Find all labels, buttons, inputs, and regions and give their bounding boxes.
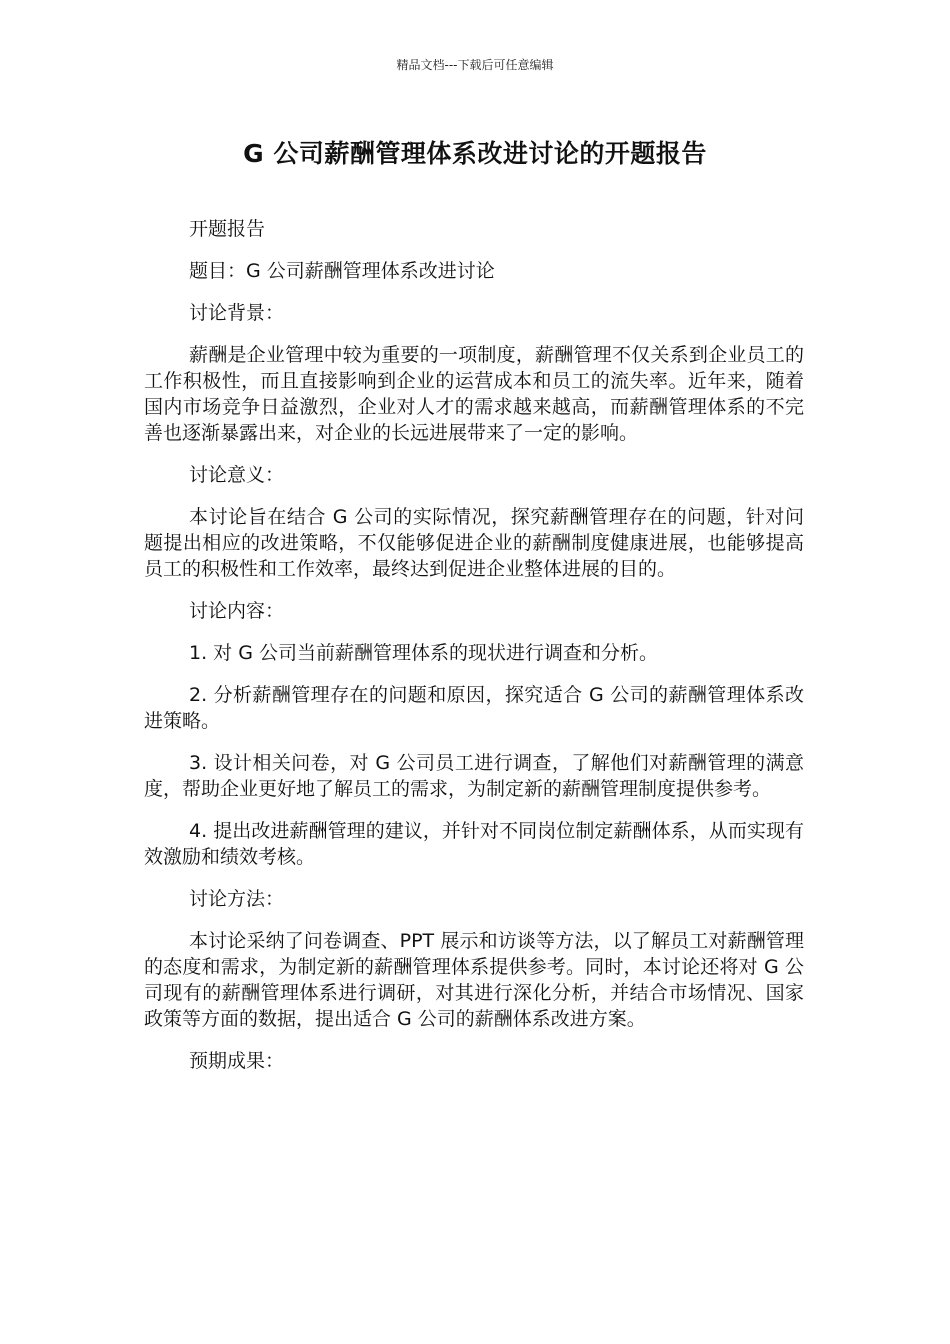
paragraph-methods: 本讨论采纳了问卷调查、PPT 展示和访谈等方法，以了解员工对薪酬管理的态度和需求，为制定新的薪酬管理体系提供参考。同时，本讨论还将对 G 公司现有的薪酬管理体系进行调研，对其进行深化分析，并结合市场情况、国家政策等方面的数据，提出适合 G 公司的薪酬体系改进方案。 bbox=[144, 930, 804, 1030]
content-item-4: 4. 提出改进薪酬管理的建议，并针对不同岗位制定薪酬体系，从而实现有效激励和绩效考核。 bbox=[144, 820, 804, 868]
paragraph-background: 薪酬是企业管理中较为重要的一项制度，薪酬管理不仅关系到企业员工的工作积极性，而且直接影响到企业的运营成本和员工的流失率。近年来，随着国内市场竞争日益激烈，企业对人才的需求越来越高，而薪酬管理体系的不完善也逐渐暴露出来，对企业的长远进展带来了一定的影响。 bbox=[144, 344, 804, 444]
content-item-1: 1. 对 G 公司当前薪酬管理体系的现状进行调查和分析。 bbox=[189, 642, 658, 664]
document-title: G 公司薪酬管理体系改进讨论的开题报告 bbox=[243, 139, 707, 168]
heading-background: 讨论背景： bbox=[189, 302, 285, 324]
document-body bbox=[144, 216, 804, 1090]
paragraph-significance: 本讨论旨在结合 G 公司的实际情况，探究薪酬管理存在的问题，针对问题提出相应的改进策略，不仅能够促进企业的薪酬制度健康进展，也能够提高员工的积极性和工作效率，最终达到促进企业整体进展的目的。 bbox=[144, 506, 804, 580]
heading-methods: 讨论方法： bbox=[189, 888, 285, 910]
paragraph-report-label: 开题报告 bbox=[189, 218, 266, 240]
page-header-watermark: 精品文档---下载后可任意编辑 bbox=[396, 58, 554, 72]
content-item-2: 2. 分析薪酬管理存在的问题和原因，探究适合 G 公司的薪酬管理体系改进策略。 bbox=[144, 684, 804, 732]
paragraph-topic: 题目：G 公司薪酬管理体系改进讨论 bbox=[189, 260, 495, 282]
heading-expected-results: 预期成果： bbox=[189, 1050, 285, 1072]
heading-content: 讨论内容： bbox=[189, 600, 285, 622]
content-item-3: 3. 设计相关问卷，对 G 公司员工进行调查，了解他们对薪酬管理的满意度，帮助企业更好地了解员工的需求，为制定新的薪酬管理制度提供参考。 bbox=[144, 752, 804, 800]
heading-significance: 讨论意义： bbox=[189, 464, 285, 486]
